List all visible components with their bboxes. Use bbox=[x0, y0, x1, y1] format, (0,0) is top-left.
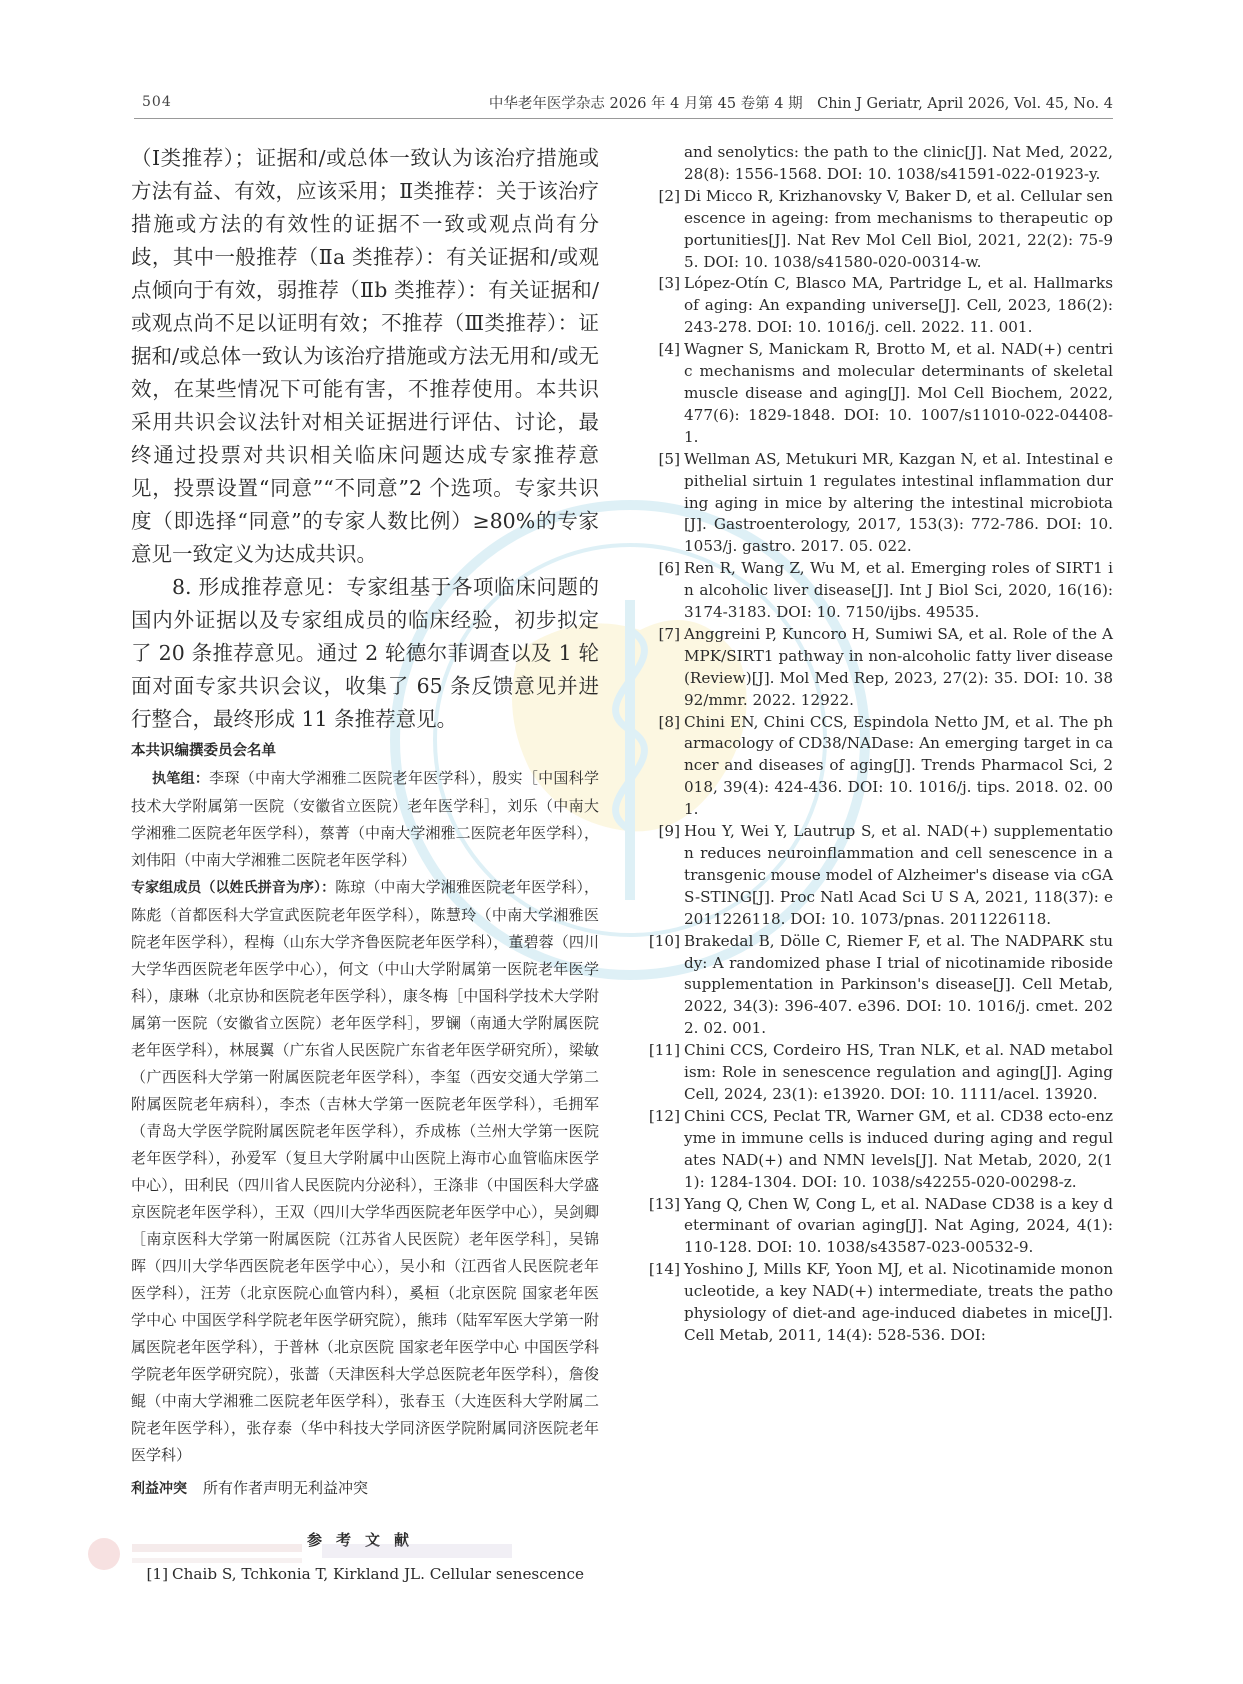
reference-number: [13] bbox=[648, 1194, 680, 1213]
reference-number: [2] bbox=[658, 186, 680, 205]
reference-text: Hou Y, Wei Y, Lautrup S, et al. NAD(+) supplementation reduces neuroinflammation and cell senescence in a transgenic mouse model of Alzheimer's disease via cGAS-STING[J]. Proc Natl Acad Sci U S A, 2021, 118(37): e2011226118. DOI: 10. 1073/pnas. 2011226118. bbox=[684, 822, 1113, 928]
reference-number: [1] bbox=[146, 1565, 168, 1583]
reference-text: Yang Q, Chen W, Cong L, et al. NADase CD38 is a key determinant of ovarian aging[J]. Nat Aging, 2024, 4(1): 110-128. DOI: 10. 1038/s43587-023-00532-9. bbox=[684, 1194, 1113, 1257]
right-column bbox=[643, 142, 1113, 1347]
reference-text: Chini EN, Chini CCS, Espindola Netto JM, et al. The pharmacology of CD38/NADase: An emerging target in cancer and diseases of aging[J]. Trends Pharmacol Sci, 2018, 39(4): 424-436. DOI: 10. 1016/j. tips. 2018. 02. 001. bbox=[684, 712, 1113, 819]
journal-header: 中华老年医学杂志 2026 年 4 月第 45 卷第 4 期 Chin J Geriatr, April 2026, Vol. 45, No. 4 bbox=[488, 96, 1113, 112]
reference-text: López-Otín C, Blasco MA, Partridge L, et al. Hallmarks of aging: An expanding universe[J]. Cell, 2023, 186(2): 243-278. DOI: 10. 1016/j. cell. 2022. 11. 001. bbox=[684, 274, 1113, 337]
expert-group bbox=[131, 874, 599, 1469]
reference-item bbox=[643, 1106, 1113, 1194]
left-column bbox=[131, 142, 599, 1586]
reference-number: [7] bbox=[658, 624, 680, 643]
reference-number: [12] bbox=[648, 1106, 680, 1125]
reference-text: Chaib S, Tchkonia T, Kirkland JL. Cellular senescence bbox=[172, 1565, 584, 1583]
reference-text: Wellman AS, Metukuri MR, Kazgan N, et al. Intestinal epithelial sirtuin 1 regulates intestinal inflammation during aging in mice by altering the intestinal microbiota[J]. Gastroenterology, 2017, 153(3): 772-786. DOI: 10. 1053/j. gastro. 2017. 05. 022. bbox=[684, 449, 1114, 556]
reference-text: Brakedal B, Dölle C, Riemer F, et al. The NADPARK study: A randomized phase I trial of nicotinamide riboside supplementation in Parkinson's disease[J]. Cell Metab, 2022, 34(3): 396-407. e396. DOI: 10. 1016/j. cmet. 2022. 02. 001. bbox=[684, 931, 1113, 1038]
page-number: 504 bbox=[142, 94, 172, 110]
reference-number: [14] bbox=[648, 1260, 680, 1279]
reference-number: [11] bbox=[648, 1041, 680, 1060]
publisher-logo-watermark bbox=[82, 1534, 532, 1574]
writing-group-label: 执笔组： bbox=[152, 771, 210, 787]
reference-item bbox=[643, 273, 1113, 339]
reference-text: and senolytics: the path to the clinic[J]. Nat Med, 2022, 28(8): 1556-1568. DOI: 10. 1038/s41591-022-01923-y. bbox=[684, 143, 1113, 183]
reference-item bbox=[643, 712, 1113, 822]
reference-item bbox=[643, 558, 1113, 624]
reference-item bbox=[643, 931, 1113, 1041]
coi-text: 所有作者声明无利益冲突 bbox=[203, 1479, 369, 1497]
expert-group-label: 专家组成员（以姓氏拼音为序）： bbox=[131, 880, 336, 896]
coi-label: 利益冲突 bbox=[131, 1481, 187, 1497]
expert-group-members: 陈琼（中南大学湘雅医院老年医学科），陈彪（首都医科大学宣武医院老年医学科），陈慧玲（中南大学湘雅医院老年医学科），程梅（山东大学齐鲁医院老年医学科），董碧蓉（四川大学华西医院老年医学中心），何文（中山大学附属第一医院老年医学科），康琳（北京协和医院老年医学科），康冬梅［中国科学技术大学附属第一医院（安徽省立医院）老年医学科］，罗镧（南通大学附属医院老年医学科），林展翼（广东省人民医院广东省老年医学研究所），梁敏（广西医科大学第一附属医院老年医学科），李玺（西安交通大学第二附属医院老年病科），李杰（吉林大学第一医院老年医学科），毛拥军（青岛大学医学院附属医院老年医学科），乔成栋（兰州大学第一医院老年医学科），孙爱军（复旦大学附属中山医院上海市心血管临床医学中心），田利民（四川省人民医院内分泌科），王涤非（中国医科大学盛京医院老年医学科），王双（四川大学华西医院老年医学中心），吴剑卿［南京医科大学第一附属医院（江苏省人民医院）老年医学科］，吴锦晖（四川大学华西医院老年医学中心），吴小和（江西省人民医院老年医学科），汪芳（北京医院心血管内科），奚桓（北京医院 国家老年医学中心 中国医学科学院老年医学研究院），熊玮（陆军军医大学第一附属医院老年医学科），于普林（北京医院 国家老年医学中心 中国医学科学院老年医学研究院），张蔷（天津医科大学总医院老年医学科），詹俊鲲（中南大学湘雅二医院老年医学科），张春玉（大连医科大学附属二院老年医学科），张存泰（华中科技大学同济医学院附属同济医院老年医学科） bbox=[131, 878, 599, 1464]
reference-continuation bbox=[643, 142, 1113, 186]
reference-item bbox=[643, 821, 1113, 931]
writing-group-members: 李琛（中南大学湘雅二医院老年医学科），殷实［中国科学技术大学附属第一医院（安徽省立医院）老年医学科］，刘乐（中南大学湘雅二医院老年医学科），蔡菁（中南大学湘雅二医院老年医学科），刘伟阳（中南大学湘雅二医院老年医学科） bbox=[131, 769, 599, 869]
reference-text: Ren R, Wang Z, Wu M, et al. Emerging roles of SIRT1 in alcoholic liver disease[J]. Int J Biol Sci, 2020, 16(16): 3174-3183. DOI: 10. 7150/ijbs. 49535. bbox=[684, 559, 1113, 622]
reference-number: [10] bbox=[648, 931, 680, 950]
reference-number: [4] bbox=[658, 340, 680, 359]
reference-item bbox=[643, 1040, 1113, 1106]
header-rule bbox=[134, 118, 1113, 119]
reference-item bbox=[643, 186, 1113, 274]
reference-item bbox=[643, 339, 1113, 449]
reference-number: [6] bbox=[658, 559, 680, 578]
conflict-of-interest bbox=[131, 1475, 599, 1503]
reference-item bbox=[643, 1259, 1113, 1347]
reference-item bbox=[643, 624, 1113, 712]
reference-text: Yoshino J, Mills KF, Yoon MJ, et al. Nicotinamide mononucleotide, a key NAD(+) intermediate, treats the pathophysiology of diet-and age-induced diabetes in mice[J]. Cell Metab, 2011, 14(4): 528-536. DOI: bbox=[684, 1260, 1113, 1344]
reference-item bbox=[643, 1194, 1113, 1260]
reference-text: Anggreini P, Kuncoro H, Sumiwi SA, et al. Role of the AMPK/SIRT1 pathway in non-alcoholic fatty liver disease(Review)[J]. Mol Med Rep, 2023, 27(2): 35. DOI: 10. 3892/mmr. 2022. 12922. bbox=[684, 624, 1113, 709]
committee-heading: 本共识编撰委员会名单 bbox=[131, 743, 276, 759]
reference-number: [5] bbox=[658, 449, 680, 468]
reference-text: Chini CCS, Cordeiro HS, Tran NLK, et al. NAD metabolism: Role in senescence regulation and aging[J]. Aging Cell, 2024, 23(1): e13920. DOI: 10. 1111/acel. 13920. bbox=[684, 1041, 1113, 1103]
forming-recommendations-paragraph: 8. 形成推荐意见：专家组基于各项临床问题的国内外证据以及专家组成员的临床经验，初步拟定了 20 条推荐意见。通过 2 轮德尔菲调查以及 1 轮面对面专家共识会议，收集了 65 条反馈意见并进行整合，最终形成 11 条推荐意见。 bbox=[131, 575, 599, 731]
reference-text: Wagner S, Manickam R, Brotto M, et al. NAD(+) centric mechanisms and molecular determinants of skeletal muscle disease and aging[J]. Mol Cell Biochem, 2022, 477(6): 1829-1848. DOI: 10. 1007/s11010-022-04408-1. bbox=[684, 340, 1113, 446]
references-title: 参考文献 bbox=[306, 1531, 423, 1549]
reference-number: [8] bbox=[658, 712, 680, 731]
writing-group bbox=[131, 765, 599, 874]
reference-number: [3] bbox=[658, 274, 680, 293]
reference-text: Di Micco R, Krizhanovsky V, Baker D, et al. Cellular senescence in ageing: from mechanisms to therapeutic opportunities[J]. Nat Rev Mol Cell Biol, 2021, 22(2): 75-95. DOI: 10. 1038/s41580-020-00314-w. bbox=[684, 186, 1113, 271]
reference-item bbox=[643, 449, 1113, 559]
reference-text: Chini CCS, Peclat TR, Warner GM, et al. CD38 ecto-enzyme in immune cells is induced during aging and regulates NAD(+) and NMN levels[J]. Nat Metab, 2020, 2(11): 1284-1304. DOI: 10. 1038/s42255-020-00298-z. bbox=[684, 1106, 1113, 1191]
reference-number: [9] bbox=[658, 822, 680, 841]
recommendation-levels-paragraph: （Ⅰ类推荐）；证据和/或总体一致认为该治疗措施或方法有益、有效，应该采用；Ⅱ类推荐：关于该治疗措施或方法的有效性的证据不一致或观点尚有分歧，其中一般推荐（Ⅱa 类推荐）：有关证据和/或观点倾向于有效，弱推荐（Ⅱb 类推荐）：有关证据和/或观点尚不足以证明有效；不推荐（Ⅲ类推荐）：证据和/或总体一致认为该治疗措施或方法无用和/或无效，在某些情况下可能有害，不推荐使用。本共识采用共识会议法针对相关证据进行评估、讨论，最终通过投票对共识相关临床问题达成专家推荐意见，投票设置“同意”“不同意”2 个选项。专家共识度（即选择“同意”的专家人数比例）≥80%的专家意见一致定义为达成共识。 bbox=[131, 146, 599, 566]
